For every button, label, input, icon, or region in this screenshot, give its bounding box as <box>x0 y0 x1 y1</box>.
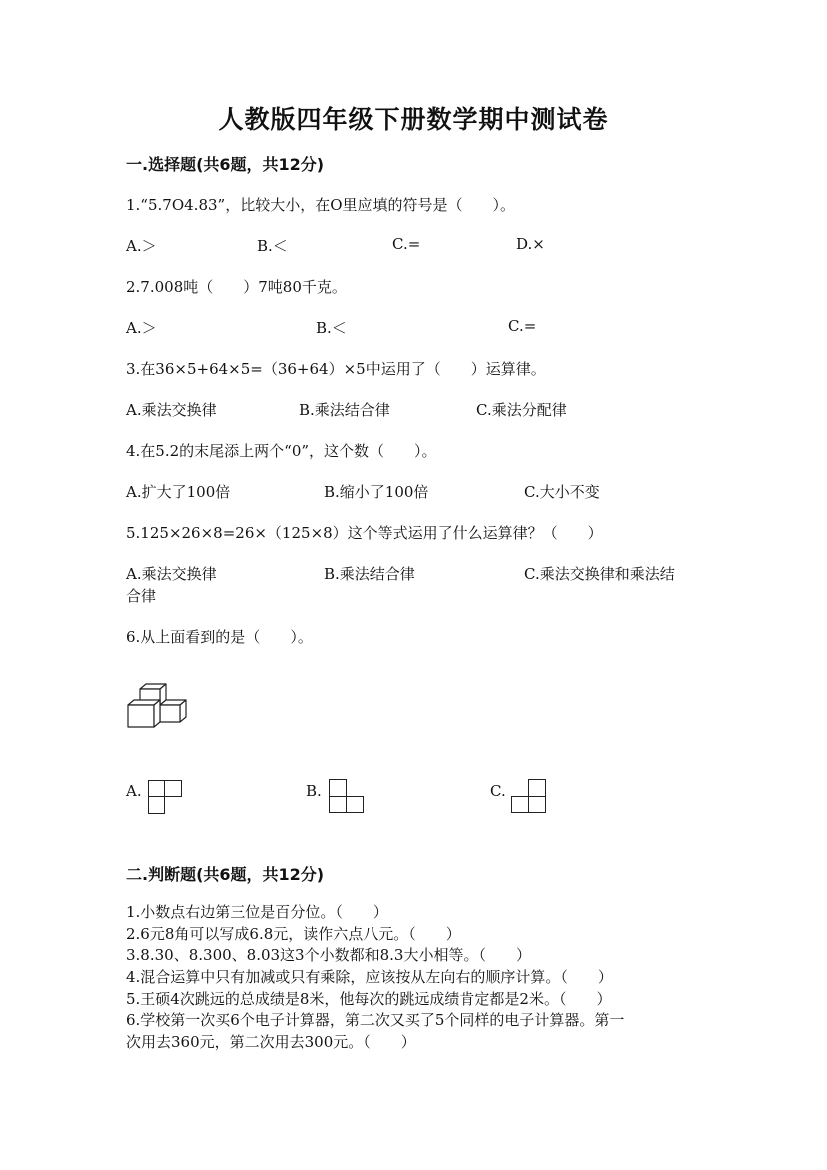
q1-option-a: A.＞ <box>126 237 157 255</box>
q3-option-c: C.乘法分配律 <box>476 401 567 419</box>
q5-option-c: C.乘法交换律和乘法结 <box>524 565 675 583</box>
square <box>148 796 165 814</box>
q4-option-a: A.扩大了100倍 <box>126 483 231 501</box>
square <box>329 796 347 813</box>
q2-option-c: C.= <box>508 317 537 335</box>
question-2: 2.7.008吨（ ）7吨80千克。 <box>126 278 347 296</box>
cube-stack-figure <box>124 680 190 734</box>
q2-option-a: A.＞ <box>126 319 157 337</box>
q4-option-b: B.缩小了100倍 <box>324 483 429 501</box>
square <box>528 779 546 797</box>
judge-item-3: 3.8.30、8.300、8.03这3个小数都和8.3大小相等。（ ） <box>126 946 531 964</box>
question-4: 4.在5.2的末尾添上两个“0”，这个数（ ）。 <box>126 442 437 460</box>
q1-option-d: D.× <box>516 235 545 253</box>
q6-option-a: A. <box>126 782 142 800</box>
square <box>329 779 347 797</box>
square <box>511 796 529 813</box>
q5-option-c-wrap: 合律 <box>126 587 157 605</box>
q5-option-b: B.乘法结合律 <box>324 565 415 583</box>
judge-item-6-wrap: 次用去360元，第二次用去300元。（ ） <box>126 1033 416 1051</box>
section-heading-choice: 一.选择题(共6题，共12分) <box>126 155 325 174</box>
judge-item-1: 1.小数点右边第三位是百分位。（ ） <box>126 903 388 921</box>
q6-option-c: C. <box>490 782 506 800</box>
judge-item-4: 4.混合运算中只有加减或只有乘除，应该按从左向右的顺序计算。（ ） <box>126 968 613 986</box>
q3-option-b: B.乘法结合律 <box>299 401 390 419</box>
section-heading-judge: 二.判断题(共6题，共12分) <box>126 865 325 884</box>
q5-option-a: A.乘法交换律 <box>126 565 217 583</box>
q4-option-c: C.大小不变 <box>524 483 600 501</box>
q6-option-b: B. <box>306 782 322 800</box>
q1-option-b: B.＜ <box>257 237 288 255</box>
judge-item-6: 6.学校第一次买6个电子计算器，第二次又买了5个同样的电子计算器。第一 <box>126 1011 625 1029</box>
question-6: 6.从上面看到的是（ ）。 <box>126 628 313 646</box>
judge-item-2: 2.6元8角可以写成6.8元，读作六点八元。（ ） <box>126 925 461 943</box>
square <box>346 796 364 813</box>
q1-option-c: C.= <box>392 235 421 253</box>
square <box>528 796 546 813</box>
page-title: 人教版四年级下册数学期中测试卷 <box>218 105 609 134</box>
question-3: 3.在36×5+64×5=（36+64）×5中运用了（ ）运算律。 <box>126 360 546 378</box>
question-5: 5.125×26×8=26×（125×8）这个等式运用了什么运算律？（ ） <box>126 524 603 542</box>
square <box>148 780 165 797</box>
q2-option-b: B.＜ <box>316 319 347 337</box>
q3-option-a: A.乘法交换律 <box>126 401 217 419</box>
question-1: 1.“5.7O4.83”，比较大小，在O里应填的符号是（ ）。 <box>126 196 515 214</box>
judge-item-5: 5.王硕4次跳远的总成绩是8米，他每次的跳远成绩肯定都是2米。（ ） <box>126 990 612 1008</box>
square <box>164 780 182 797</box>
